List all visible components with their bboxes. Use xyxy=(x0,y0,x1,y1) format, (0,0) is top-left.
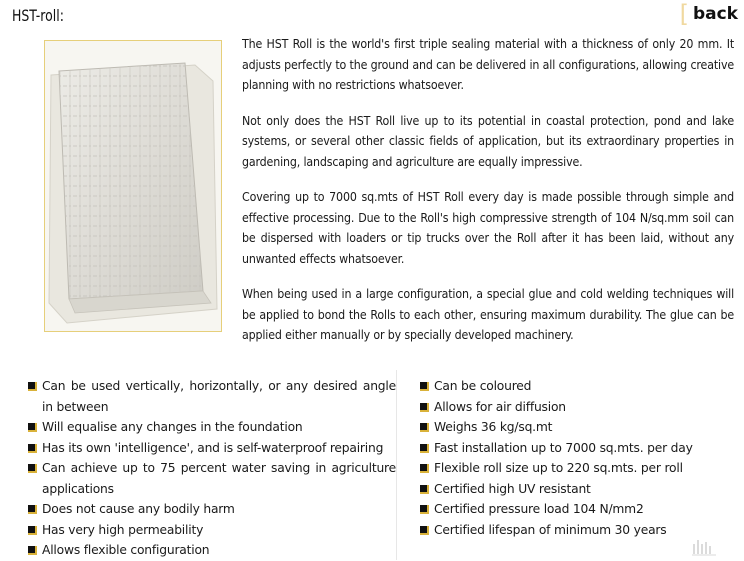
list-item: Has very high permeability xyxy=(28,520,396,541)
list-item: Weighs 36 kg/sq.mt xyxy=(420,417,720,438)
list-item: Will equalise any changes in the foundation xyxy=(28,417,396,438)
bullet-icon xyxy=(28,382,37,391)
bullet-icon xyxy=(420,526,429,535)
corner-logo-icon xyxy=(692,538,718,556)
bullet-icon xyxy=(420,444,429,453)
page-title: HST-roll: xyxy=(12,6,64,25)
list-item: Allows flexible configuration xyxy=(28,540,396,561)
bullet-icon xyxy=(28,464,37,473)
list-item: Flexible roll size up to 220 sq.mts. per roll xyxy=(420,458,720,479)
back-label: back xyxy=(692,4,738,24)
description xyxy=(242,34,734,361)
column-divider xyxy=(396,370,397,560)
bullet-icon xyxy=(420,423,429,432)
bullet-icon xyxy=(28,423,37,432)
list-item: Can achieve up to 75 percent water saving in agriculture applications xyxy=(28,458,396,499)
list-item: Can be used vertically, horizontally, or any desired angle in between xyxy=(28,376,396,417)
bullet-icon xyxy=(28,505,37,514)
bullet-icon xyxy=(28,526,37,535)
bullet-icon xyxy=(420,382,429,391)
list-item: Certified high UV resistant xyxy=(420,479,720,500)
bracket-icon: [ xyxy=(679,0,689,28)
paragraph: Covering up to 7000 sq.mts of HST Roll every day is made possible through simple and effective processing. Due to the Roll's high compressive strength of 104 N/sq.mm soil can be dispersed with loaders or tip trucks over the Roll after it has been laid, without any unwanted effects whatsoever. xyxy=(242,190,734,266)
features-left-list xyxy=(28,376,396,561)
list-item: Certified pressure load 104 N/mm2 xyxy=(420,499,720,520)
hst-roll-image xyxy=(45,41,221,331)
list-item: Has its own 'intelligence', and is self-waterproof repairing xyxy=(28,438,396,459)
list-item: Allows for air diffusion xyxy=(420,397,720,418)
paragraph: Not only does the HST Roll live up to its potential in coastal protection, pond and lake systems, or several other classic fields of application, but its extraordinary properties in gardening, landscaping and agriculture are equally impressive. xyxy=(242,113,734,169)
list-item: Does not cause any bodily harm xyxy=(28,499,396,520)
list-item: Certified lifespan of minimum 30 years xyxy=(420,520,720,541)
bullet-icon xyxy=(420,403,429,412)
bullet-icon xyxy=(28,444,37,453)
back-button[interactable] xyxy=(680,2,738,26)
product-photo xyxy=(44,40,222,332)
list-item: Fast installation up to 7000 sq.mts. per day xyxy=(420,438,720,459)
paragraph: When being used in a large configuration, a special glue and cold welding techniques will be applied to bond the Rolls to each other, ensuring maximum durability. The glue can be applied either manually or by specially developed machinery. xyxy=(242,287,734,342)
bullet-icon xyxy=(420,485,429,494)
list-item: Can be coloured xyxy=(420,376,720,397)
bullet-icon xyxy=(28,546,37,555)
paragraph: The HST Roll is the world's first triple sealing material with a thickness of only 20 mm. It adjusts perfectly to the ground and can be delivered in all configurations, allowing creative planning with no restrictions whatsoever. xyxy=(242,37,734,92)
bullet-icon xyxy=(420,464,429,473)
bullet-icon xyxy=(420,505,429,514)
features-right-list xyxy=(420,376,720,540)
